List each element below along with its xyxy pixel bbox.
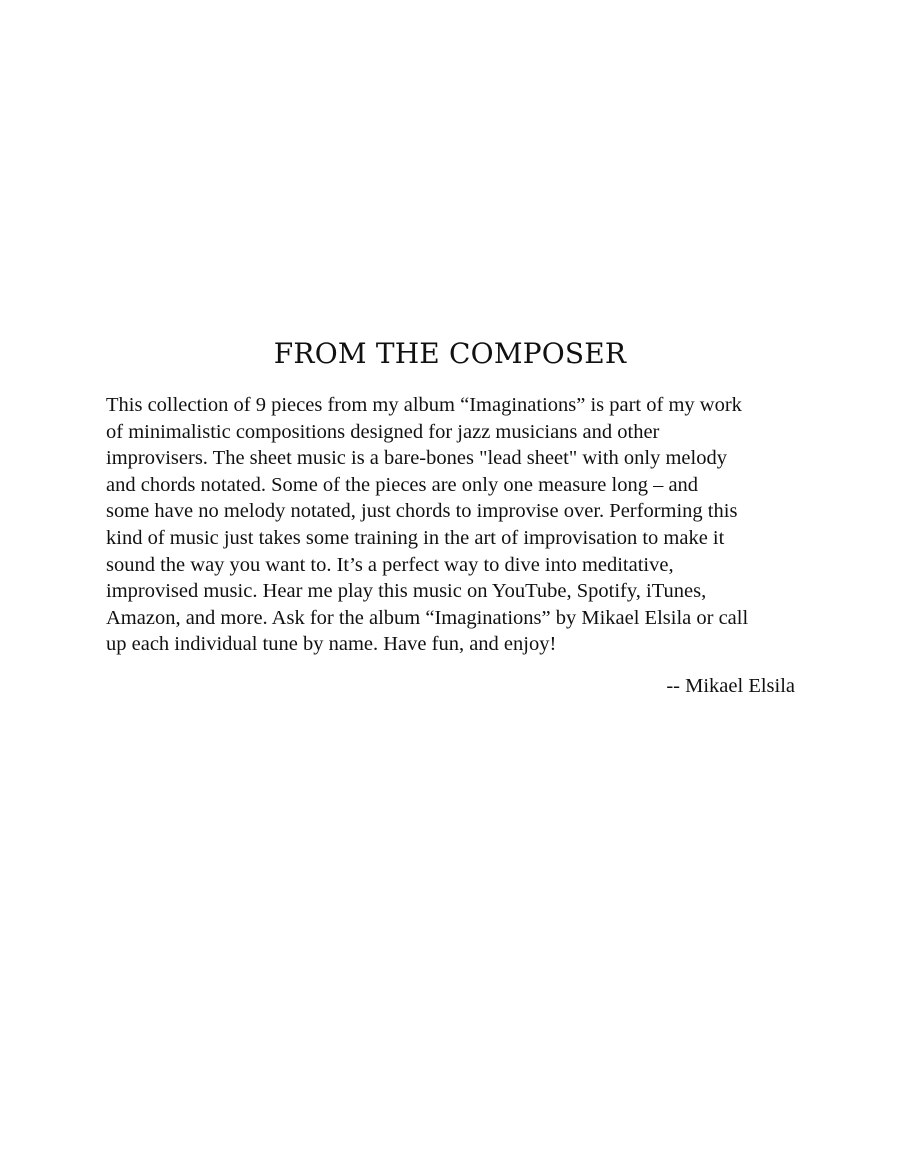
- paragraph-line: some have no melody notated, just chords to improvise over. Performing this: [106, 500, 738, 523]
- composer-note-paragraph: [106, 392, 806, 658]
- page-title: FROM THE COMPOSER: [273, 337, 627, 370]
- paragraph-line: improvisers. The sheet music is a bare-bones "lead sheet" with only melody: [106, 447, 727, 470]
- paragraph-line: kind of music just takes some training in the art of improvisation to make it: [106, 526, 725, 549]
- author-signature: -- Mikael Elsila: [666, 675, 795, 697]
- paragraph-line: Amazon, and more. Ask for the album “Imaginations” by Mikael Elsila or call: [106, 606, 749, 629]
- paragraph-line: This collection of 9 pieces from my album “Imaginations” is part of my work: [106, 394, 742, 416]
- paragraph-line: improvised music. Hear me play this music on YouTube, Spotify, iTunes,: [106, 580, 707, 603]
- paragraph-line: sound the way you want to. It’s a perfect way to dive into meditative,: [106, 553, 674, 576]
- paragraph-line: up each individual tune by name. Have fun, and enjoy!: [106, 633, 557, 656]
- paragraph-line: and chords notated. Some of the pieces are only one measure long – and: [106, 473, 699, 496]
- paragraph-line: of minimalistic compositions designed for jazz musicians and other: [106, 420, 660, 443]
